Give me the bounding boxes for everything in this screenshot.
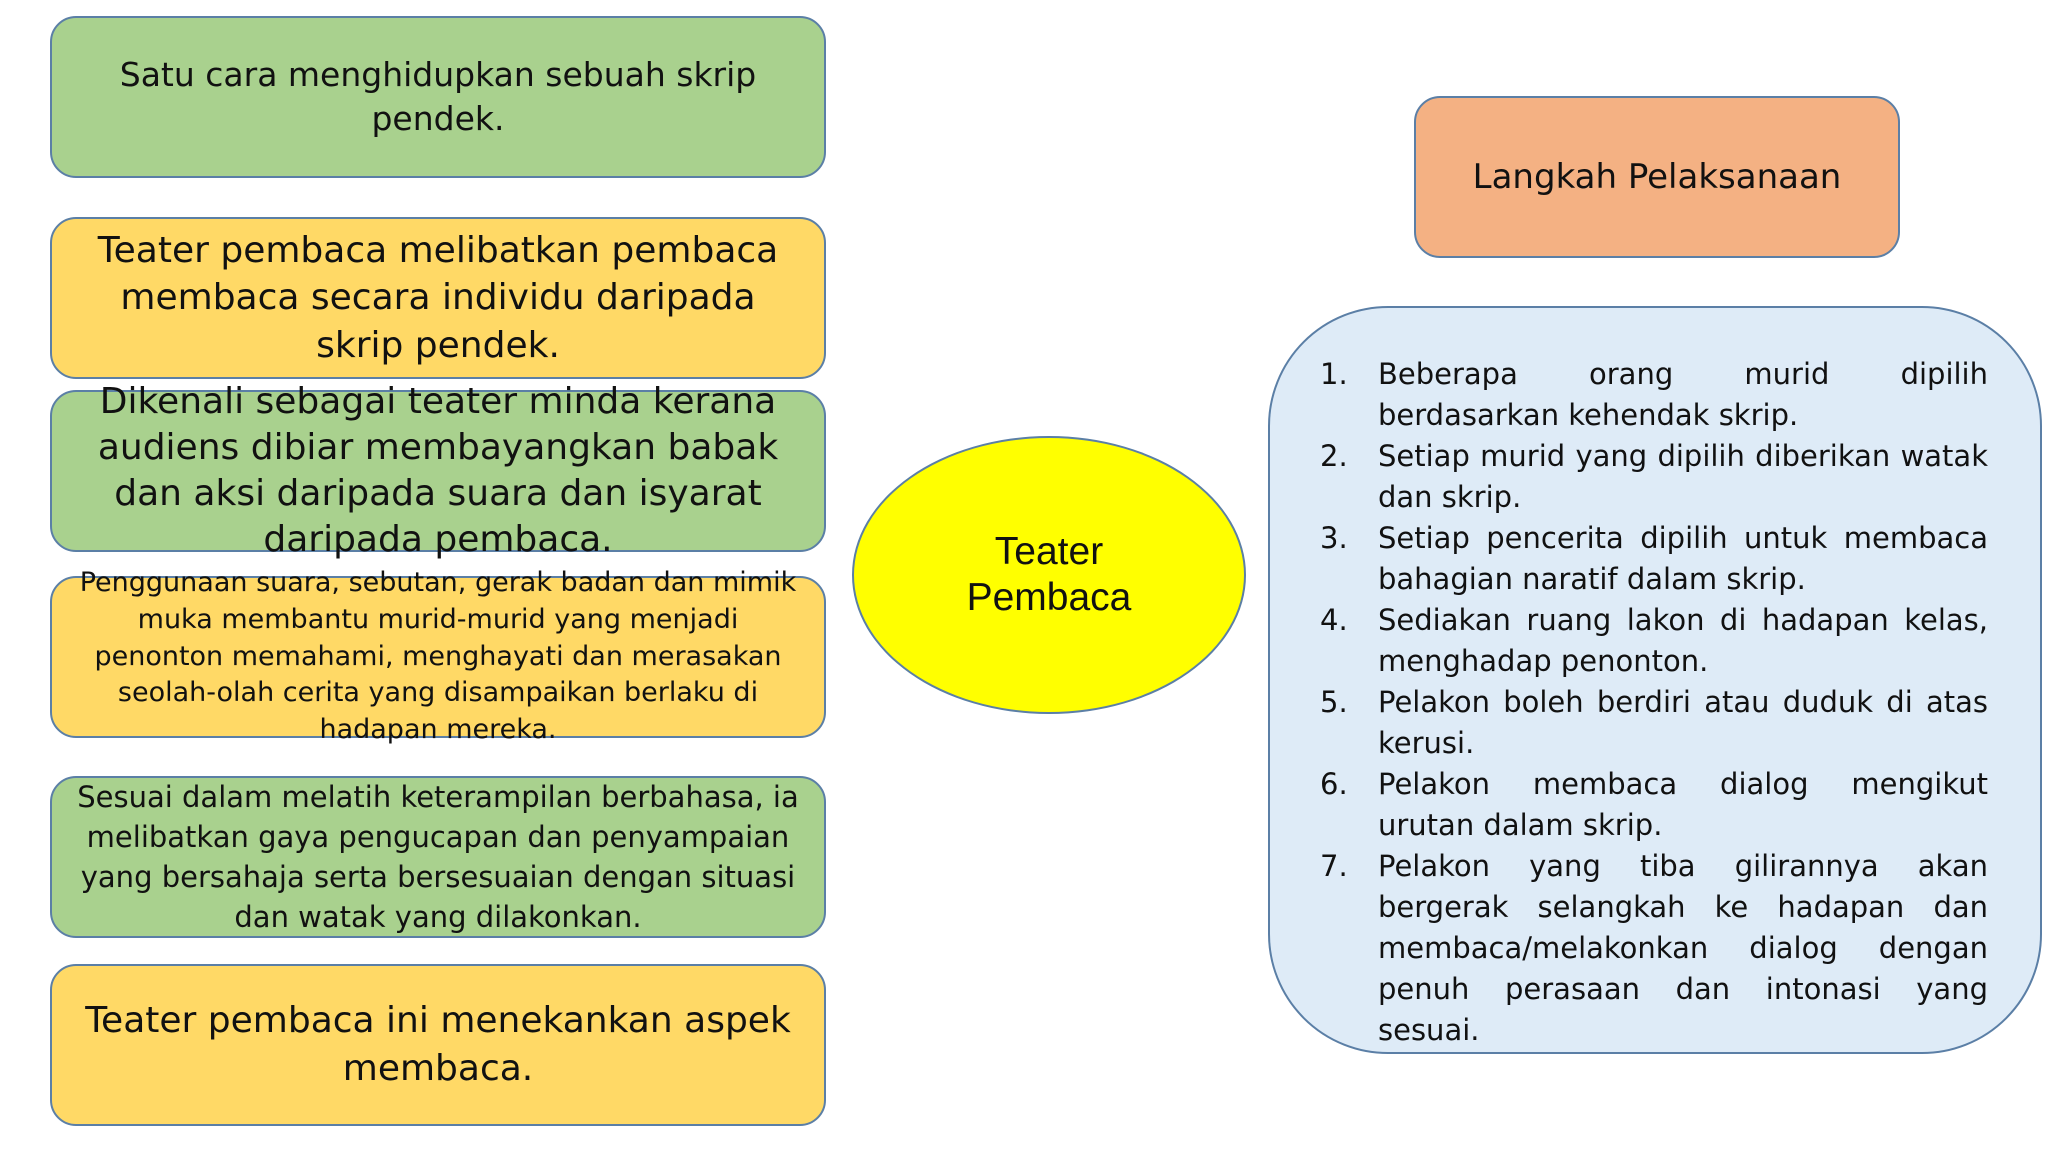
- center-topic-ellipse: [852, 436, 1246, 714]
- info-box-individual-reading: [50, 217, 826, 379]
- step-number: 7.: [1320, 849, 1348, 883]
- step-text: Setiap pencerita dipilih untuk membaca bahagian naratif dalam skrip.: [1378, 521, 1988, 596]
- info-box-text: Teater pembaca melibatkan pembaca membaca secara individu daripada skrip pendek.: [97, 229, 779, 366]
- info-box-text: Dikenali sebagai teater minda kerana audiens dibiar membayangkan babak dan aksi daripada suara dan isyarat daripada pembaca.: [97, 380, 779, 561]
- steps-header-box: [1414, 96, 1900, 258]
- step-item: [1320, 764, 1988, 846]
- step-item: [1320, 436, 1988, 518]
- steps-panel: [1268, 306, 2042, 1054]
- info-box-text: Sesuai dalam melatih keterampilan berbahasa, ia melibatkan gaya pengucapan dan penyampaian yang bersahaja serta bersesuaian dengan situasi dan watak yang dilakonkan.: [77, 779, 799, 935]
- step-item: [1320, 682, 1988, 764]
- step-item: [1320, 846, 1988, 1051]
- steps-list: [1320, 354, 1988, 1051]
- center-topic-title: Teater Pembaca: [966, 529, 1132, 619]
- steps-header-title: Langkah Pelaksanaan: [1472, 157, 1842, 197]
- info-box-voice-gesture: [50, 567, 826, 746]
- step-text: Setiap murid yang dipilih diberikan watak dan skrip.: [1378, 439, 1988, 514]
- step-number: 5.: [1320, 685, 1348, 719]
- step-number: 3.: [1320, 521, 1348, 555]
- info-box-text: Satu cara menghidupkan sebuah skrip pendek.: [119, 55, 757, 138]
- info-box-language-skills: [50, 776, 826, 938]
- step-text: Pelakon membaca dialog mengikut urutan dalam skrip.: [1378, 767, 1988, 842]
- step-text: Sediakan ruang lakon di hadapan kelas, menghadap penonton.: [1378, 603, 1988, 678]
- step-number: 1.: [1320, 357, 1348, 391]
- step-number: 2.: [1320, 439, 1348, 473]
- info-box-reading-emphasis: [50, 964, 826, 1126]
- step-text: Pelakon boleh berdiri atau duduk di atas kerusi.: [1378, 685, 1988, 760]
- step-text: Pelakon yang tiba gilirannya akan bergerak selangkah ke hadapan dan membaca/melakonkan dialog dengan penuh perasaan dan intonasi yang sesuai.: [1378, 849, 1988, 1047]
- info-box-text: Penggunaan suara, sebutan, gerak badan dan mimik muka membantu murid-murid yang menjadi penonton memahami, menghayati dan merasakan seolah-olah cerita yang disampaikan berlaku di hadapan mereka.: [79, 567, 797, 746]
- step-number: 6.: [1320, 767, 1348, 801]
- step-item: [1320, 600, 1988, 682]
- step-item: [1320, 354, 1988, 436]
- info-box-text: Teater pembaca ini menekankan aspek membaca.: [85, 1000, 791, 1089]
- info-box-definition: [50, 16, 826, 178]
- step-number: 4.: [1320, 603, 1348, 637]
- info-box-theatre-of-mind: [50, 380, 826, 561]
- step-item: [1320, 518, 1988, 600]
- step-text: Beberapa orang murid dipilih berdasarkan kehendak skrip.: [1378, 357, 1988, 432]
